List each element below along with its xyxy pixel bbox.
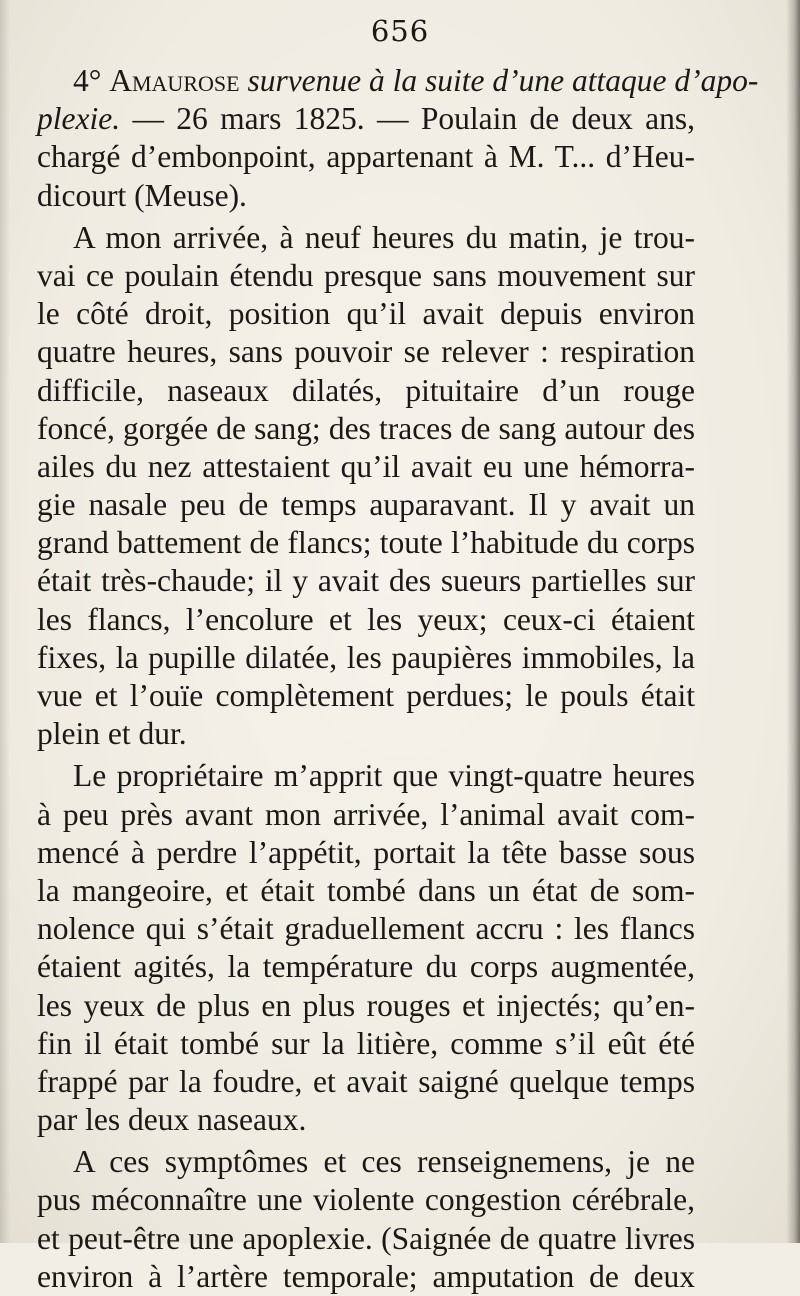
text-line xyxy=(37,677,695,715)
text-segment: par les deux naseaux. xyxy=(37,1102,307,1138)
text-segment: plexie. xyxy=(37,101,121,137)
text-line xyxy=(37,177,695,215)
text-segment: les flancs, l’encolure et les yeux; ceux-ci étaient xyxy=(37,601,695,637)
text-segment: environ à l’artère temporale; amputation de deux xyxy=(37,1258,695,1294)
page-right-shadow xyxy=(786,0,800,1243)
text-line xyxy=(37,715,695,753)
text-segment: chargé d’embonpoint, appartenant à M. T... d’Heu- xyxy=(37,139,695,175)
text-line xyxy=(37,333,695,371)
text-segment: la mangeoire, et était tombé dans un état de som- xyxy=(37,872,695,908)
text-line xyxy=(37,138,695,176)
text-line xyxy=(37,948,695,986)
text-segment: vue et l’ouïe complètement perdues; le pouls était xyxy=(37,678,695,713)
text-segment: 4° xyxy=(73,63,110,98)
text-segment: ailes du nez attestaient qu’il avait eu une hémorra- xyxy=(37,448,695,484)
text-line xyxy=(37,219,695,257)
text-segment: gie nasale peu de temps auparavant. Il y avait un xyxy=(37,487,695,523)
text-line xyxy=(37,987,695,1025)
text-line xyxy=(37,1101,695,1139)
text-line xyxy=(37,448,695,486)
text-segment: difficile, naseaux dilatés, pituitaire d’un rouge xyxy=(37,372,695,408)
text-segment: fin il était tombé sur la litière, comme s’il eût été xyxy=(37,1025,695,1061)
text-segment: grand battement de flancs; toute l’habitude du corps xyxy=(37,525,695,561)
text-segment: survenue à la suite d’une attaque d’apo- xyxy=(239,63,759,98)
text-segment: mencé à perdre l’appétit, portait la tête basse sous xyxy=(37,834,695,870)
text-segment: étaient agités, la température du corps augmentée, xyxy=(37,949,695,985)
text-segment: à peu près avant mon arrivée, l’animal avait com- xyxy=(37,796,695,832)
text-line xyxy=(37,372,695,410)
text-segment: frappé par la foudre, et avait saigné quelque temps xyxy=(37,1063,695,1099)
text-segment: et peut-être une apoplexie. (Saignée de quatre livres xyxy=(37,1220,695,1256)
text-line xyxy=(37,257,695,295)
text-segment: Amaurose xyxy=(109,63,240,98)
text-segment: foncé, gorgée de sang; des traces de sang autour des xyxy=(37,410,695,446)
text-line xyxy=(37,524,695,562)
text-segment: pus méconnaître une violente congestion cérébrale, xyxy=(37,1182,695,1218)
text-line xyxy=(37,1143,695,1181)
text-line xyxy=(37,1258,695,1296)
text-segment: les yeux de plus en plus rouges et injectés; qu’en- xyxy=(37,987,695,1023)
page-number: 656 xyxy=(370,14,430,48)
text-line xyxy=(37,1220,695,1258)
text-segment: le côté droit, position qu’il avait depuis environ xyxy=(37,296,695,332)
text-line xyxy=(37,1181,695,1219)
text-line xyxy=(37,639,695,677)
text-line xyxy=(37,410,695,448)
text-segment: fixes, la pupille dilatée, les paupières immobiles, la xyxy=(37,639,695,675)
text-segment: Le propriétaire m’apprit que vingt-quatre heures xyxy=(73,758,695,794)
text-line xyxy=(37,910,695,948)
text-segment: plein et dur. xyxy=(37,716,187,752)
text-line xyxy=(37,1063,695,1101)
text-line xyxy=(37,62,759,100)
text-line xyxy=(37,601,695,639)
text-segment: nolence qui s’était graduellement accru : les flancs xyxy=(37,911,695,947)
text-line xyxy=(37,100,695,138)
text-line xyxy=(37,872,695,910)
text-segment: était très-chaude; il y avait des sueurs partielles sur xyxy=(37,563,695,599)
text-segment: — 26 mars 1825. — Poulain de deux ans, xyxy=(120,101,695,137)
page-left-shadow xyxy=(0,0,10,1243)
text-line xyxy=(37,796,695,834)
text-segment: quatre heures, sans pouvoir se relever : respiration xyxy=(37,334,695,370)
text-line xyxy=(37,757,695,795)
text-line xyxy=(37,834,695,872)
text-segment: A mon arrivée, à neuf heures du matin, je trou- xyxy=(73,219,695,255)
text-segment: vai ce poulain étendu presque sans mouvement sur xyxy=(37,257,695,293)
text-line xyxy=(37,295,695,333)
text-line xyxy=(37,562,695,600)
body-text xyxy=(37,62,759,1296)
text-segment: dicourt (Meuse). xyxy=(37,177,247,213)
text-line xyxy=(37,1025,695,1063)
text-segment: A ces symptômes et ces renseignemens, je ne xyxy=(73,1144,695,1180)
text-line xyxy=(37,486,695,524)
